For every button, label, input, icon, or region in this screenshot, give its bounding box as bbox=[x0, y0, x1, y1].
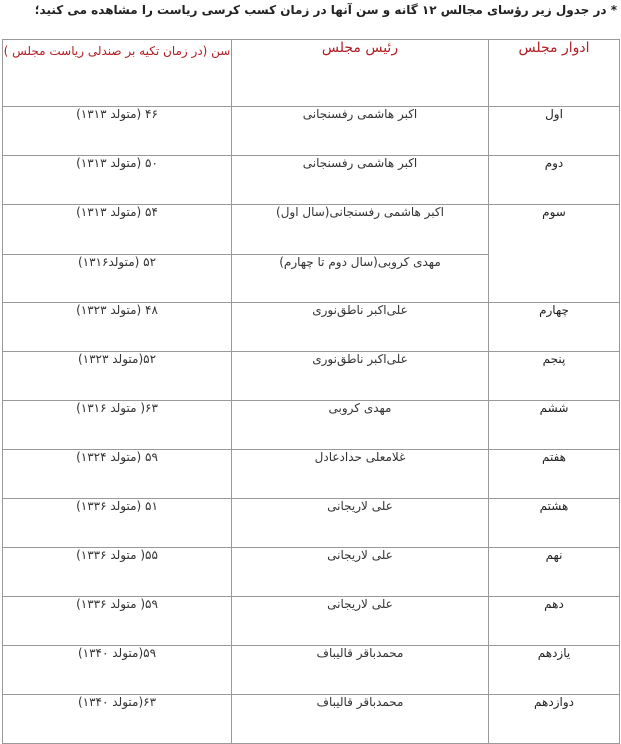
age-cell: ۵۲(متولد ۱۳۲۳) bbox=[3, 352, 232, 401]
intro-text: * در جدول زیر رؤسای مجالس ۱۲ گانه و سن آنها در زمان کسب کرسی ریاست را مشاهده می کنید؛ bbox=[34, 3, 617, 17]
header-period: ادوار مجلس bbox=[489, 40, 620, 107]
age-cell: ۶۳(متولد ۱۳۴۰) bbox=[3, 695, 232, 744]
age-cell: ۵۹( متولد ۱۳۳۶) bbox=[3, 597, 232, 646]
period-cell: نهم bbox=[489, 548, 620, 597]
table-row bbox=[3, 107, 620, 156]
table-row bbox=[3, 597, 620, 646]
speaker-cell: علی‌اکبر ناطق‌نوری bbox=[232, 352, 489, 401]
age-cell: ۵۱ (متولد ۱۳۳۶) bbox=[3, 499, 232, 548]
period-cell: چهارم bbox=[489, 303, 620, 352]
period-cell: هفتم bbox=[489, 450, 620, 499]
period-cell: یازدهم bbox=[489, 646, 620, 695]
speaker-cell: مهدی کروبی(سال دوم تا چهارم) bbox=[232, 255, 489, 303]
speaker-cell: علی‌اکبر ناطق‌نوری bbox=[232, 303, 489, 352]
table-row bbox=[3, 401, 620, 450]
speaker-cell: مهدی کروبی bbox=[232, 401, 489, 450]
header-age: سن (در زمان تکیه بر صندلی ریاست مجلس ) bbox=[3, 40, 232, 107]
table-row bbox=[3, 450, 620, 499]
table-row bbox=[3, 548, 620, 597]
table-row bbox=[3, 156, 620, 205]
age-cell: ۴۸ (متولد ۱۳۲۳) bbox=[3, 303, 232, 352]
council-speakers-table bbox=[2, 39, 620, 744]
table-row bbox=[3, 303, 620, 352]
speaker-cell: اکبر هاشمی رفسنجانی bbox=[232, 156, 489, 205]
table-row bbox=[3, 352, 620, 401]
age-cell: ۶۳( متولد ۱۳۱۶) bbox=[3, 401, 232, 450]
table-row bbox=[3, 695, 620, 744]
age-cell: ۵۹ (متولد ۱۳۲۴) bbox=[3, 450, 232, 499]
period-cell: پنجم bbox=[489, 352, 620, 401]
period-cell: سوم bbox=[489, 205, 620, 303]
speaker-cell: اکبر هاشمی رفسنجانی(سال اول) bbox=[232, 205, 489, 255]
speaker-cell: علی لاریجانی bbox=[232, 499, 489, 548]
speaker-cell: محمدباقر قالیباف bbox=[232, 646, 489, 695]
period-cell: ششم bbox=[489, 401, 620, 450]
speaker-cell: علی لاریجانی bbox=[232, 548, 489, 597]
speaker-cell: محمدباقر قالیباف bbox=[232, 695, 489, 744]
age-cell: ۵۹(متولد ۱۳۴۰) bbox=[3, 646, 232, 695]
period-cell: اول bbox=[489, 107, 620, 156]
period-cell: دهم bbox=[489, 597, 620, 646]
speaker-cell: غلامعلی حدادعادل bbox=[232, 450, 489, 499]
speaker-cell: اکبر هاشمی رفسنجانی bbox=[232, 107, 489, 156]
table-row bbox=[3, 499, 620, 548]
period-cell: هشتم bbox=[489, 499, 620, 548]
age-cell: ۵۵( متولد ۱۳۳۶) bbox=[3, 548, 232, 597]
age-cell: ۵۰ (متولد ۱۳۱۳) bbox=[3, 156, 232, 205]
speaker-cell: علی لاریجانی bbox=[232, 597, 489, 646]
period-cell: دوازدهم bbox=[489, 695, 620, 744]
table-header-row bbox=[3, 40, 620, 107]
age-cell: ۴۶ (متولد ۱۳۱۳) bbox=[3, 107, 232, 156]
period-cell: دوم bbox=[489, 156, 620, 205]
header-speaker: رئیس مجلس bbox=[232, 40, 489, 107]
table-row bbox=[3, 646, 620, 695]
age-cell: ۵۲ (متولد۱۳۱۶) bbox=[3, 255, 232, 303]
age-cell: ۵۴ (متولد ۱۳۱۳) bbox=[3, 205, 232, 255]
table-row bbox=[3, 205, 620, 255]
